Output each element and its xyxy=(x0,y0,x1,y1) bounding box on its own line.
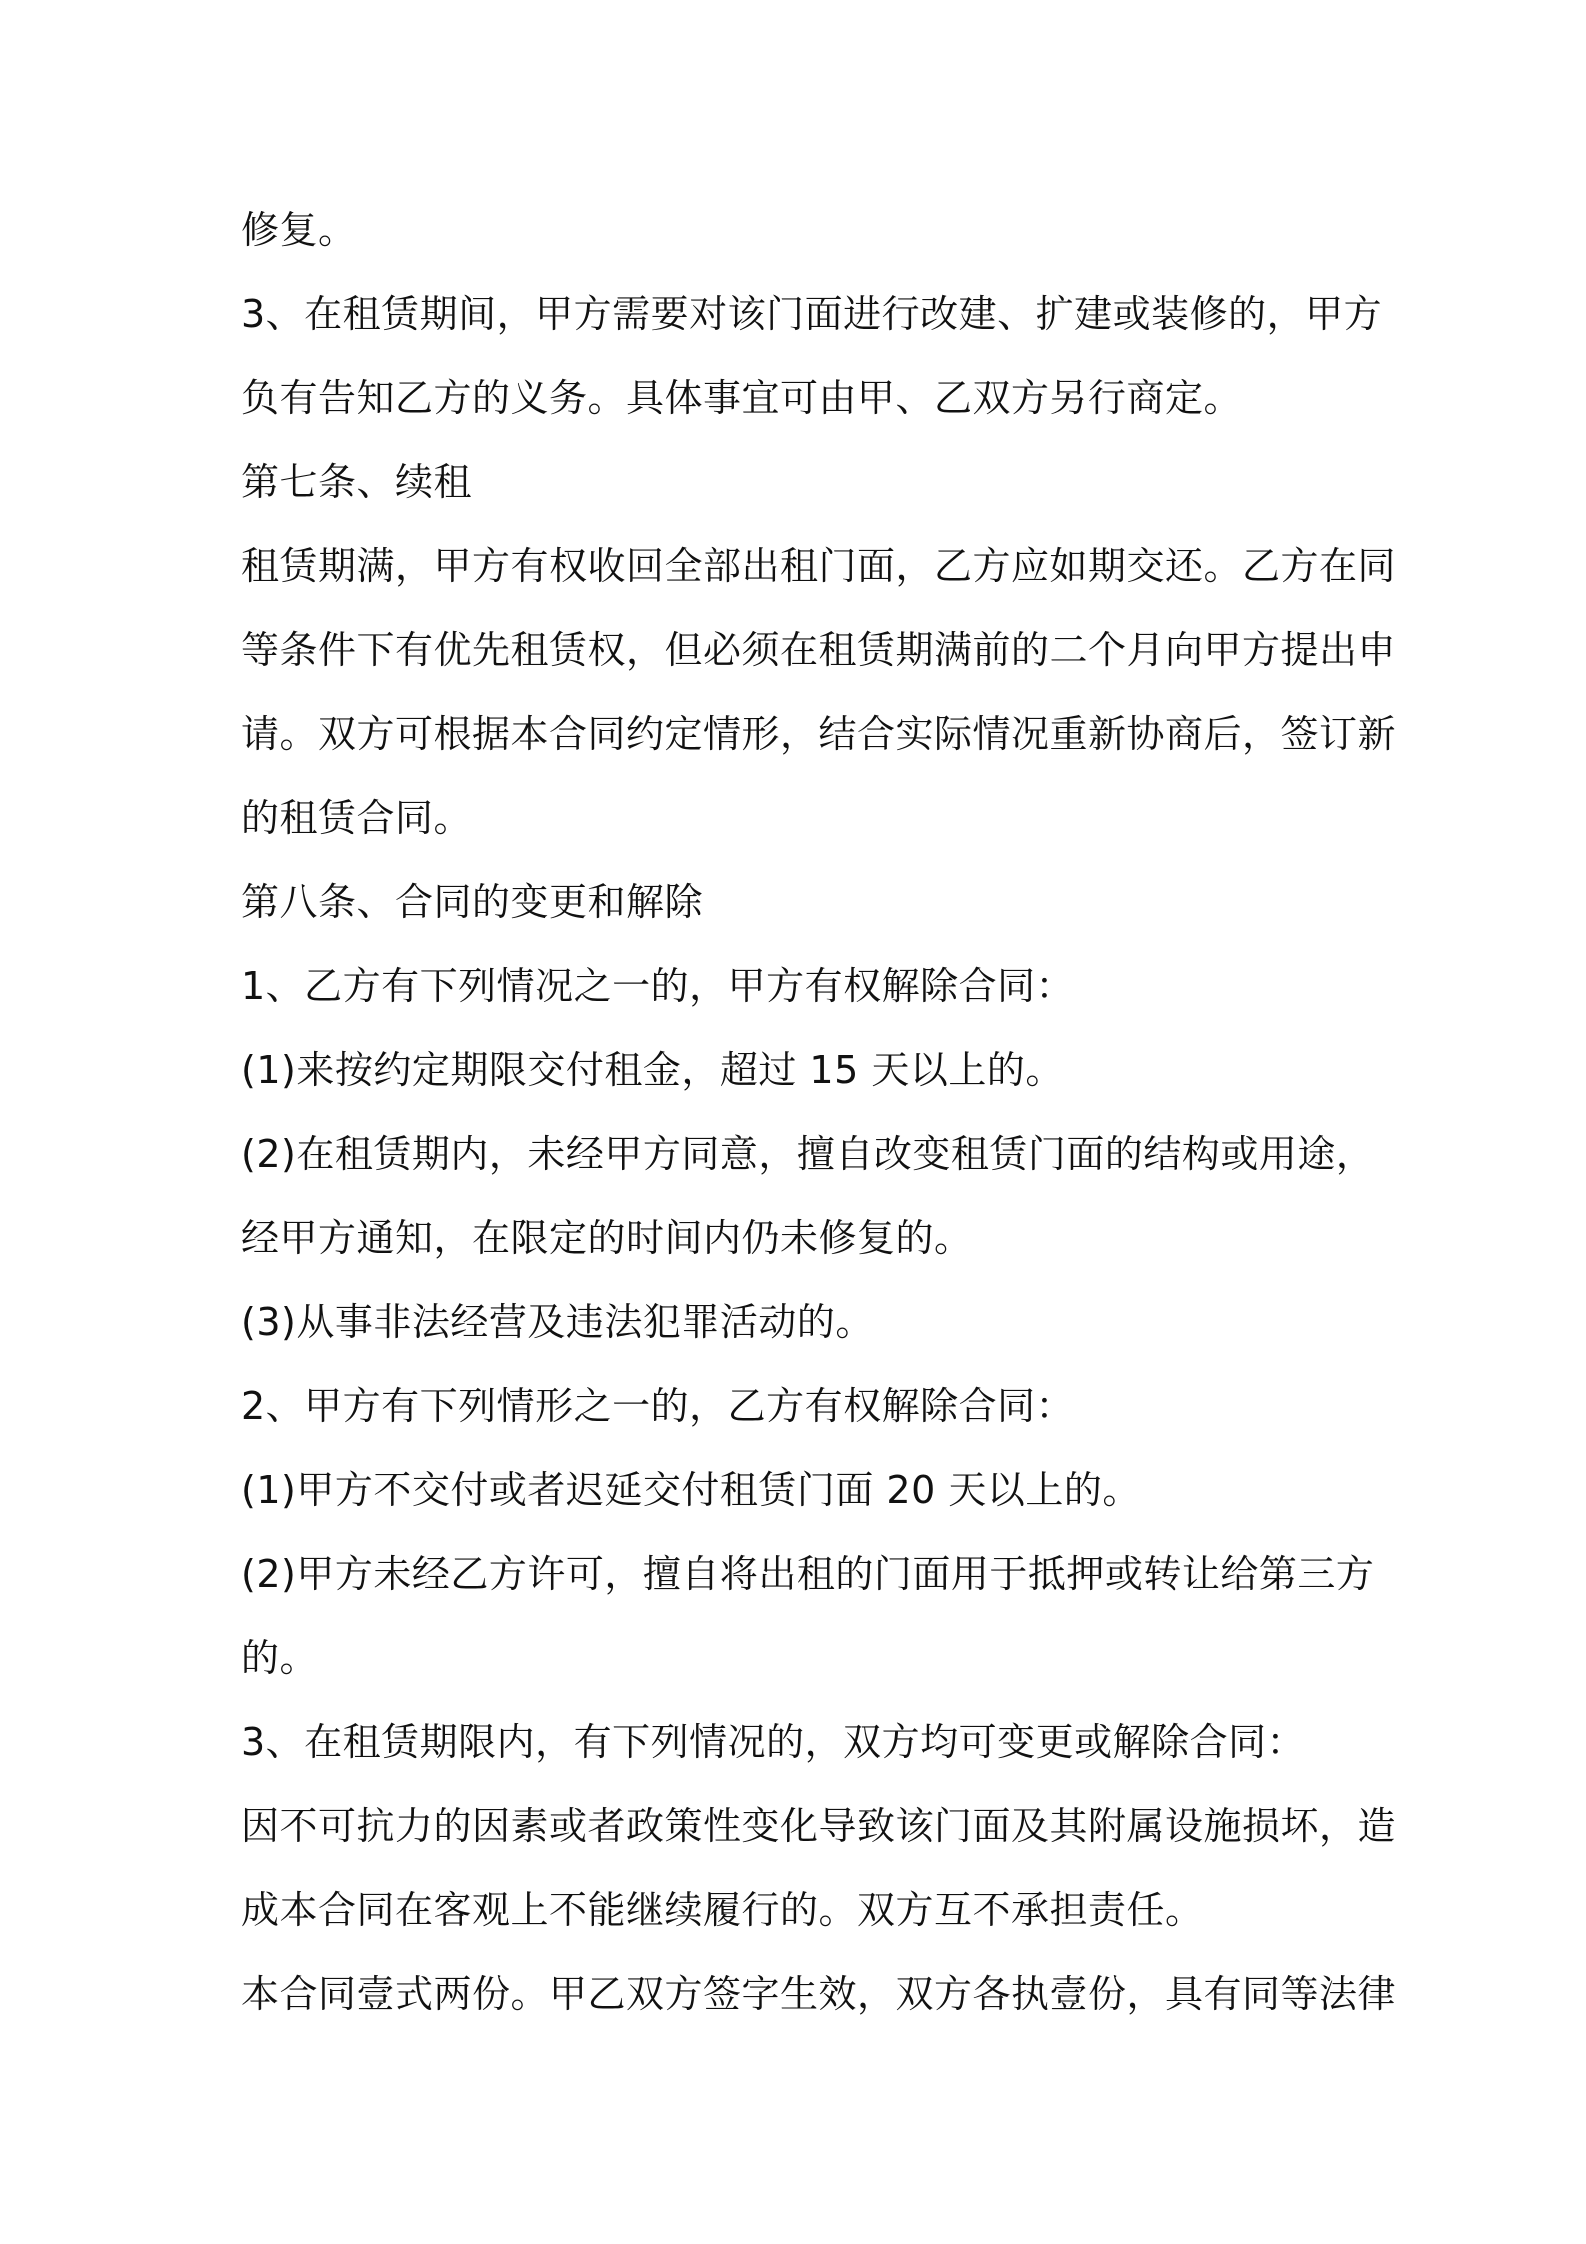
paragraph-line: 负有告知乙方的义务。具体事宜可由甲、乙双方另行商定。 xyxy=(241,376,1243,420)
paragraph-line: 3、在租赁期限内，有下列情况的，双方均可变更或解除合同： xyxy=(241,1720,1306,1764)
paragraph-line: 经甲方通知，在限定的时间内仍未修复的。 xyxy=(241,1216,973,1260)
paragraph-line: 2、甲方有下列情形之一的，乙方有权解除合同： xyxy=(241,1384,1075,1428)
paragraph-line: 的租赁合同。 xyxy=(241,796,473,840)
paragraph-line: (2)甲方未经乙方许可，擅自将出租的门面用于抵押或转让给第三方 xyxy=(241,1552,1375,1596)
paragraph-line: 的。 xyxy=(241,1636,319,1680)
paragraph-line: 请。双方可根据本合同约定情形，结合实际情况重新协商后，签订新 xyxy=(241,712,1397,756)
paragraph-line: 租赁期满，甲方有权收回全部出租门面，乙方应如期交还。乙方在同 xyxy=(241,544,1397,588)
paragraph-line: (1)甲方不交付或者迟延交付租赁门面 20 天以上的。 xyxy=(241,1468,1141,1512)
paragraph-line: 本合同壹式两份。甲乙双方签字生效，双方各执壹份，具有同等法律 xyxy=(241,1972,1397,2016)
paragraph-line: 等条件下有优先租赁权，但必须在租赁期满前的二个月向甲方提出申 xyxy=(241,628,1397,672)
section-heading: 第七条、续租 xyxy=(241,460,473,504)
paragraph-line: 因不可抗力的因素或者政策性变化导致该门面及其附属设施损坏，造 xyxy=(241,1804,1397,1848)
paragraph-line: 修复。 xyxy=(241,208,357,252)
paragraph-line: (1)来按约定期限交付租金，超过 15 天以上的。 xyxy=(241,1048,1064,1092)
paragraph-line: 1、乙方有下列情况之一的，甲方有权解除合同： xyxy=(241,964,1075,1008)
paragraph-line: 成本合同在客观上不能继续履行的。双方互不承担责任。 xyxy=(241,1888,1204,1932)
contract-text-block xyxy=(241,188,1397,2036)
paragraph-line: (3)从事非法经营及违法犯罪活动的。 xyxy=(241,1300,874,1344)
paragraph-line: (2)在租赁期内，未经甲方同意，擅自改变租赁门面的结构或用途， xyxy=(241,1132,1375,1176)
paragraph-line: 3、在租赁期间，甲方需要对该门面进行改建、扩建或装修的，甲方 xyxy=(241,292,1383,336)
section-heading: 第八条、合同的变更和解除 xyxy=(241,880,704,924)
